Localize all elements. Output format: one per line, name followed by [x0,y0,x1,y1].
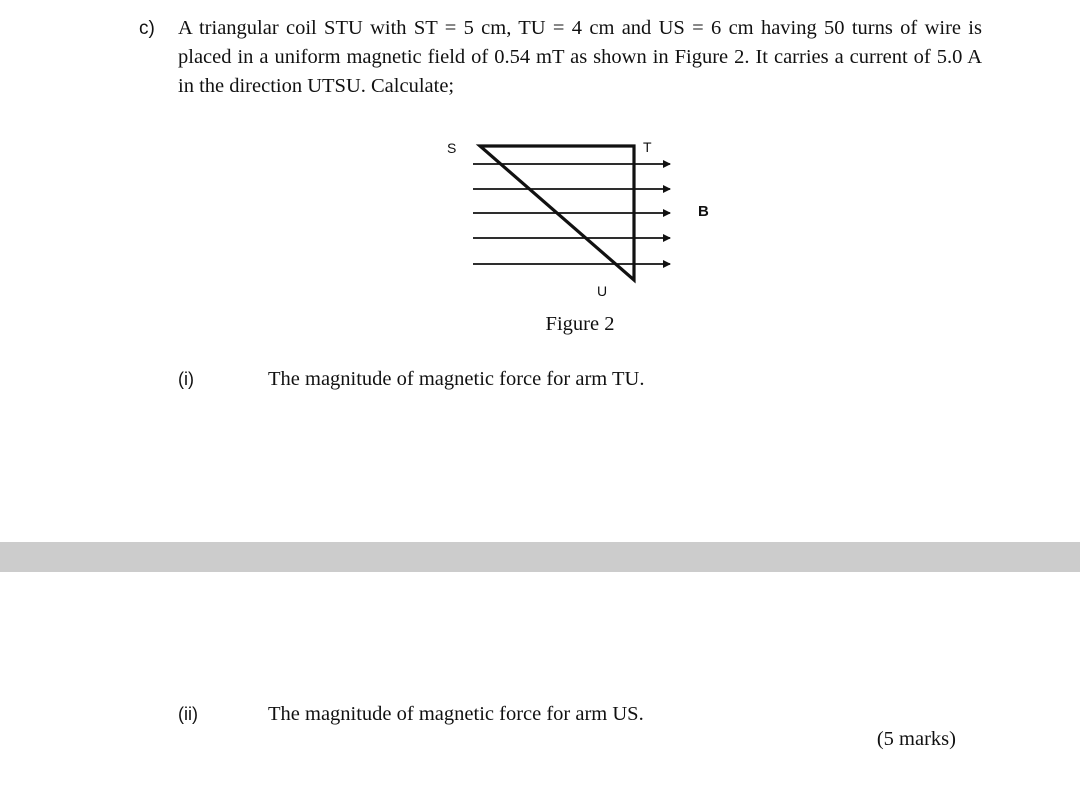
vertex-t-label: T [643,139,652,155]
vertex-u-label: U [597,283,608,299]
part-i-label: (i) [178,369,194,389]
figure-caption: Figure 2 [545,313,615,335]
part-ii-label: (ii) [178,704,198,724]
field-lines [473,164,670,264]
field-b-label: B [698,203,709,220]
figure-2-diagram [440,130,730,310]
page-separator-band [0,542,1080,572]
marks-allocation: (5 marks) [876,728,956,750]
question-text: A triangular coil STU with ST = 5 cm, TU = 4 cm and US = 6 cm having 50 turns of wire is placed in a uniform magnetic field of 0.54 mT as shown in Figure 2. It carries a current of 5.0 A in the direction UTSU. Calculate; [178,17,982,97]
part-ii-text: The magnitude of magnetic force for arm US. [268,703,644,725]
question-label: c) [139,18,155,39]
vertex-s-label: S [447,140,457,156]
part-i-text: The magnitude of magnetic force for arm TU. [268,368,645,390]
